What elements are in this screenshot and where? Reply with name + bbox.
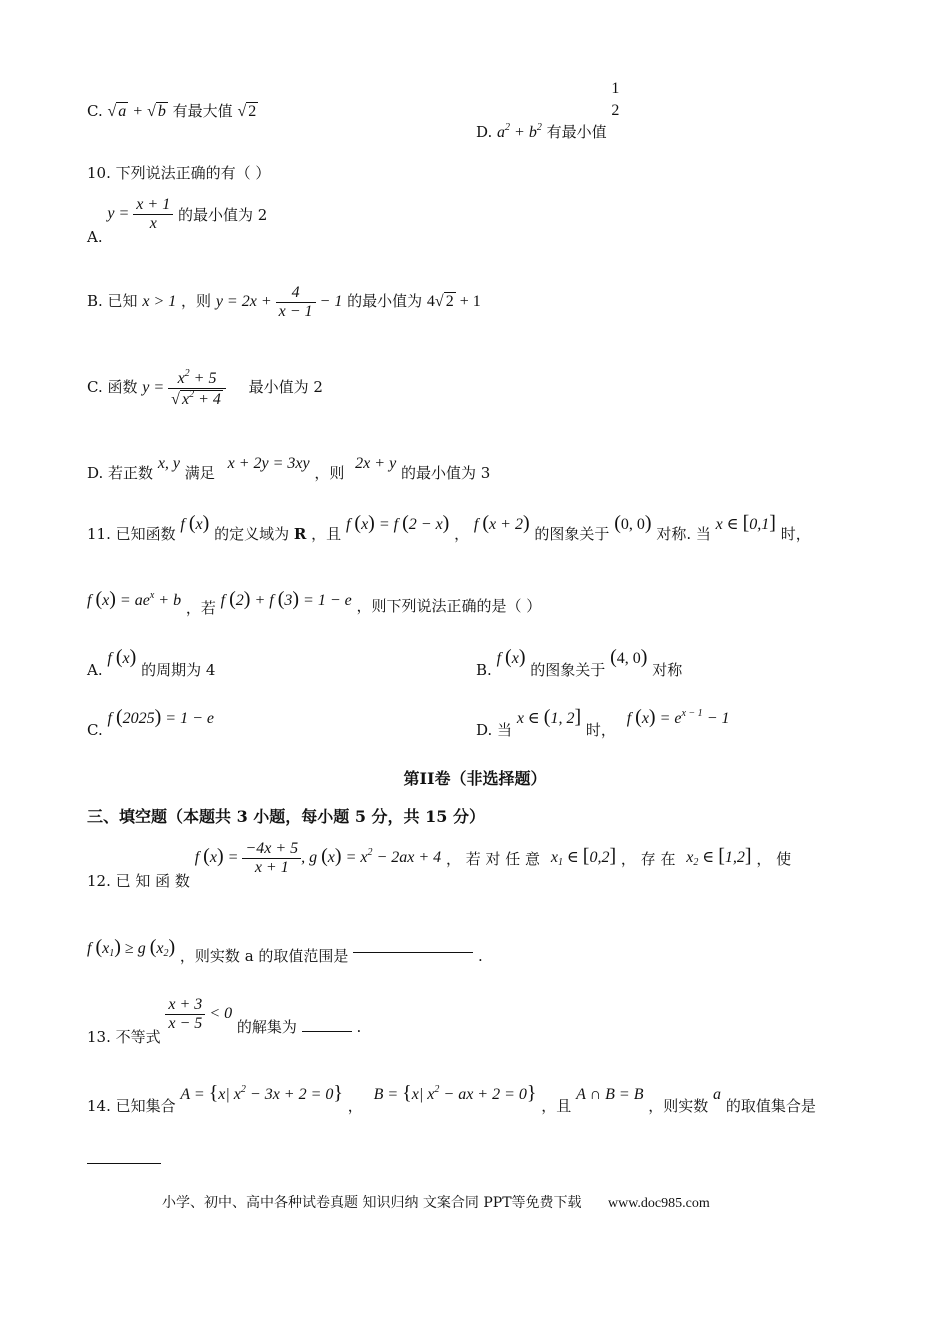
q14-stem: 14. 已知集合 A = {x| $x^2 - 3x + 2 = 0$} ， B = {x| $x^2$ − ax + 2 = 0} ，且 A ∩ B = B ，则实数 a 的取值集合是 <box>87 1082 816 1115</box>
q11-option-b: B. f (x) 的图象关于 (4, 0) 对称 <box>476 646 683 679</box>
q11-option-d: D. 当 x ∈ (1, 2] 时， f $(x) = e^{x - 1} - 1$ <box>476 706 730 739</box>
q11-option-a: A. f (x) 的周期为 4 <box>87 646 216 679</box>
q10-stem: 10. 下列说法正确的有（ ） <box>87 164 271 182</box>
q11-option-c: C. f (2025) = 1 − e <box>87 706 214 739</box>
q10-option-c: C. 函数 y = $\frac{x^2 + 5}{√ x^2 + 4}$ 最小值为 2 <box>87 368 323 408</box>
q12-stem-line2: f $(x_1) \ge g$ $(x_2)$ ，则实数 a 的取值范围是 . <box>87 936 483 965</box>
q11-stem-line2: f $(x) = ae^x + b$ ，若 f (2) + f (3) = 1 − e ，则下列说法正确的是（ ） <box>87 588 542 617</box>
q9-option-d: D. $a^2 + b^2$ 有最小值 1 2 <box>476 80 620 141</box>
q9-option-c: C. √ a + √ b 有最大值 √ 2 <box>87 102 257 120</box>
q14-answer-blank[interactable] <box>87 1150 161 1168</box>
q13-stem: 13. 不等式 $\frac{x + 3}{x - 5}$ < 0 的解集为 . <box>87 996 362 1047</box>
q10-option-b: B. 已知 x > 1 ，则 y = 2x + $\frac{4}{x - 1}$ − 1 的最小值为 4√ 2 + 1 <box>87 284 481 320</box>
footer-url[interactable]: www.doc985.com <box>607 1196 710 1211</box>
q11-stem-line1: 11. 已知函数 f (x) 的定义域为 R ，且 f (x) = f (2 − x) ， f (x + 2) 的图象关于 (0, 0) 对称. 当 x ∈ [0,1] 时， <box>87 512 811 543</box>
q10-option-d: D. 若正数 x, y 满足 x + 2y = 3xy ，则 2x + y 的最小值为 3 <box>87 455 491 482</box>
answer-blank[interactable] <box>302 1031 352 1032</box>
footer <box>162 1192 710 1212</box>
q10-option-a: A. y = $\frac{x + 1}{x}$ 的最小值为 2 <box>87 196 268 247</box>
math-expr: √ a + √ b <box>107 103 166 120</box>
section-title: 三、填空题（本题共 3 小题，每小题 5 分，共 15 分） <box>87 807 485 826</box>
volume-title: 第II卷（非选择题） <box>403 769 547 788</box>
answer-blank[interactable] <box>353 952 473 953</box>
q12-stem-line1: 12. 已 知 函 数 f (x) = $\frac{-4x + 5}{x + 1}$ , g $(x) = x^2 - 2ax + 4$ ， 若 对 任 意 $x_1$ ∈ [0,2] ， 存 在 $x_2$ ∈ [1,2] ， 使 <box>87 840 792 891</box>
footer-text: 小学、初中、高中各种试卷真题 知识归纳 文案合同 PPT等免费下载 <box>162 1195 582 1211</box>
